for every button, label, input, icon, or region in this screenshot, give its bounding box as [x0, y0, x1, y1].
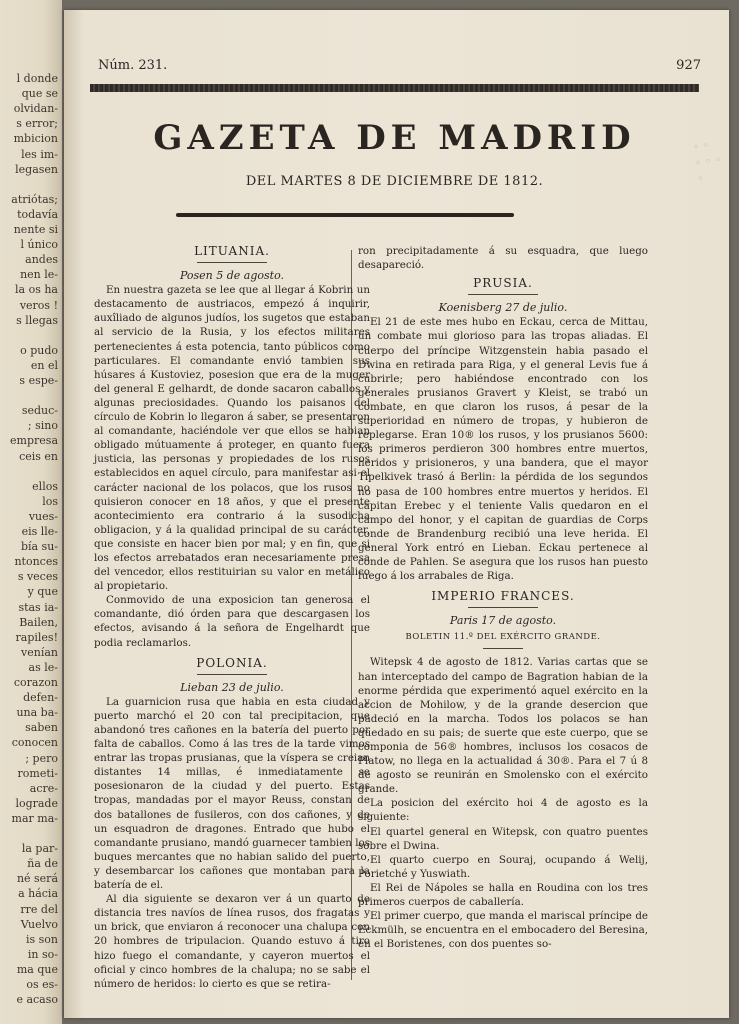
- masthead-rule: [176, 213, 514, 217]
- previous-page-line: rometi-: [17, 766, 58, 780]
- previous-page-line: os es-: [26, 978, 58, 991]
- previous-page-line: saben: [25, 721, 58, 735]
- previous-page-line: mbicion: [13, 132, 58, 146]
- previous-page-line: nente si: [13, 223, 58, 236]
- previous-page-line: l donde: [16, 72, 58, 85]
- section-heading-polonia: POLONIA.: [196, 655, 268, 670]
- previous-page-line: nen le-: [20, 268, 58, 282]
- previous-page-line: rre del: [20, 902, 58, 916]
- article-paragraph: La posicion del exército hoi 4 de agosto es la siguiente:: [358, 797, 648, 824]
- previous-page-line: acre-: [29, 781, 58, 795]
- previous-page-line: a hácia: [18, 887, 58, 901]
- article-paragraph: Conmovido de una exposicion tan generosa el comandante, dió órden para que descargasen los efectos, avisando á la señora de Engelhardt que podia reclamarlos.: [94, 594, 370, 649]
- article-paragraph: El 21 de este mes hubo en Eckau, cerca de Mittau, un combate mui glorioso para las tropas aliadas. El cuerpo del príncipe Witzgenstein habia pasado el Dwina en retirada para Riga, y el general Levis fue á cubrirle; pero habiéndose encontrado con los generales prusianos Gravert y Kleist, se trabó un combate, en que claron los rusos, á pesar de la superioridad en número de tropas, y hubieron de replegarse. Eran 10® los rusos, y los prusianos 5600: los primeros perdieron 300 hombres entre muertos, heridos y prisioneros, y una bandera, que el mayor Tipelkivek trasó á Berlin: la pérdida de los segundos no pasa de 100 hombres entre muertos y heridos. El capitan Erebec y el teniente Valis quedaron en el campo del honor, y el capitan de guardias de Corps conde de Brandenburg recibió una leve herida. El general York entró en Lieban. Eckau pertenece al conde de Pahlen. Se asegura que los rusos han puesto fuego á los arrabales de Riga.: [358, 316, 648, 583]
- previous-page-line: lograde: [15, 796, 58, 810]
- article-paragraph: Al dia siguiente se dexaron ver á un quarto de distancia tres navíos de línea rusos, dos fragatas y un brick, que enviaron á reconocer una chalupa con 20 hombres de tripulacion. Quando estuvo á tiro hizo fuego el comandante, y cayeron muertos el oficial y cinco hombres de la chalupa; no se sabe el número de heridos: lo cierto es que se retira-: [94, 893, 370, 990]
- dateline-paris: Paris 17 de agosto.: [449, 614, 557, 628]
- previous-page-line: los: [42, 494, 58, 508]
- dateline-lieban: Lieban 23 de julio.: [180, 680, 284, 694]
- dateline-posen: Posen 5 de agosto.: [179, 269, 285, 283]
- previous-page-line: Vuelvo: [20, 917, 58, 931]
- previous-page-line: corazon: [13, 676, 58, 689]
- previous-page-line: bía su-: [20, 540, 58, 554]
- previous-page-line: veros !: [19, 298, 58, 312]
- previous-page-line: legasen: [15, 162, 58, 176]
- previous-page-line: la par-: [21, 842, 58, 856]
- previous-page-line: Bailen,: [19, 615, 58, 629]
- bulletin-heading: BOLETIN 11.º DEL EXÉRCITO GRANDE.: [405, 632, 601, 643]
- previous-page-line: seduc-: [21, 404, 58, 418]
- previous-page-line: mar ma-: [11, 811, 58, 825]
- article-paragraph: Witepsk 4 de agosto de 1812. Varias cartas que se han interceptado del campo de Bagration habian de la enorme pérdida que experimentó aquel exército en la accion de Mohilow, y de la grande desercion que padeció en la marcha. Todos los polacos se han quedado en su pais; de suerte que este cuerpo, que se componia de 56® hombres, inclusos los cosacos de Platow, no llega en la actualidad á 30®. Para el 7 ú 8 de agosto se reunirán en Smolensko con el exército grande.: [358, 656, 648, 796]
- previous-page-line: que se: [21, 87, 58, 101]
- library-stamp: ◦ ◦ ◦ ◦ ◦ ◦: [691, 138, 722, 186]
- section-heading-lituania: LITUANIA.: [194, 244, 270, 258]
- previous-page-line: ellos: [32, 479, 58, 493]
- left-column: [94, 244, 370, 991]
- top-ornamental-rule: [90, 84, 699, 92]
- previous-page-line: todavía: [17, 207, 58, 221]
- previous-page-line: una ba-: [16, 706, 58, 720]
- previous-page-line: stas ia-: [18, 600, 58, 614]
- issue-date: DEL MARTES 8 DE DICIEMBRE DE 1812.: [245, 174, 544, 189]
- issue-number: Núm. 231.: [98, 58, 168, 73]
- previous-page-line: ntonces: [14, 555, 58, 569]
- previous-page-line: as le-: [28, 660, 58, 674]
- page-number: 927: [676, 58, 701, 73]
- previous-page-line: is son: [25, 932, 58, 946]
- article-paragraph: El Rei de Nápoles se halla en Roudina con los tres primeros cuerpos de caballería.: [358, 881, 648, 909]
- article-paragraph: El quarto cuerpo en Souraj, ocupando á Welij, Porietché y Yuswiath.: [358, 853, 648, 880]
- previous-page-line: né será: [16, 872, 58, 886]
- previous-page-line: les im-: [21, 147, 58, 161]
- previous-page-line: empresa: [10, 434, 58, 448]
- previous-page-line: o pudo: [20, 343, 58, 357]
- article-paragraph: El quartel general en Witepsk, con quatro puentes sobre el Dwina.: [358, 825, 648, 852]
- article-paragraph: En nuestra gazeta se lee que al llegar á Kobrin un destacamento de austriacos, empezó á inquirir, auxîliado de algunos judíos, los sugetos que estaban al servicio de la Rusia, y los efectos militares pertenecientes á esta potencia, tanto públicos como particulares. El comandante envió tambien sus húsares á Kustoviez, posesion que era de la muger del general E gelhardt, de donde sacaron caballos y algunas preciosidades. Quando los paisanos del círculo de Kobrin lo llegaron á saber, se presentaron al comandante, haciéndole ver que ellos se habian obligado mútuamente á proteger, en quanto fuera justicia, las personas y propiedades de los rusos establecidos en aquel círculo, para manifestar asi el carácter nacional de los polacos, que los rusos no quisieron conocer en 18 años, y que el presente acontecimiento era contrario á la susodicha obligacion, y á la qualidad principal de su carácter, que consiste en hacer bien por mal; y en fin, que si los efectos arrebatados eran necesariamente presa del vencedor, ellos restituirian su valor en metálico al propietario.: [94, 284, 370, 593]
- dateline-koenisberg: Koenisberg 27 de julio.: [438, 301, 568, 315]
- previous-page-line: l único: [20, 238, 58, 252]
- previous-page-line: s veces: [17, 570, 58, 584]
- previous-page-line: olvidan-: [13, 102, 58, 116]
- section-heading-imperio-frances: IMPERIO FRANCES.: [431, 589, 575, 604]
- masthead-title: GAZETA DE MADRID: [153, 118, 636, 158]
- previous-page-line: in so-: [27, 947, 58, 961]
- previous-page-line: e acaso: [16, 993, 58, 1007]
- previous-page-line: ña de: [27, 857, 58, 871]
- previous-page-line: atriótas;: [11, 192, 58, 206]
- previous-page-line: ; pero: [25, 751, 58, 765]
- article-paragraph: La guarnicion rusa que habia en esta ciudad y puerto marchó el 20 con tal precipitacion, que abandonó tres cañones en la batería del puerto por falta de caballos. Como á las tres de la tarde vimos entrar las tropas prusianas, que la víspera se creian distantes 14 millas, é inmediatamente se posesionaron de la ciudad y del puerto. Estas tropas, mandadas por el mayor Reuss, constan de dos batallones de fusileros, con dos cañones, y de un esquadron de dragones. Entrado que hubo el comandante prusiano, mandó guarnecer tambien los buques mercantes que no habian salido del puerto, y desembarcar los cañones que montaban para la batería de el.: [94, 695, 370, 892]
- previous-page-edge: [0, 0, 62, 1024]
- previous-page-line: venían: [21, 645, 58, 659]
- article-paragraph: El primer cuerpo, que manda el mariscal príncipe de Eckmülh, se encuentra en el embocadero del Beresina, en el Boristenes, con dos puentes so-: [358, 910, 648, 951]
- previous-page-line: rapiles!: [15, 630, 58, 644]
- previous-page-line: s error;: [16, 117, 58, 131]
- previous-page-line: s espe-: [19, 374, 58, 387]
- right-column: [358, 244, 648, 951]
- previous-page-line: defen-: [23, 691, 58, 705]
- previous-page-line: la os ha: [15, 283, 58, 297]
- previous-page-line: ceis en: [19, 449, 58, 463]
- previous-page-line: ma que: [16, 962, 58, 976]
- previous-page-line: en el: [30, 358, 58, 372]
- newspaper-page: [64, 10, 729, 1018]
- previous-page-line: conocen: [11, 736, 58, 750]
- section-heading-prusia: PRUSIA.: [473, 276, 533, 291]
- previous-page-line: s llegas: [16, 313, 58, 327]
- previous-page-line: andes: [25, 253, 58, 267]
- previous-page-line: ; sino: [27, 419, 58, 433]
- previous-page-line: eis lle-: [21, 525, 58, 538]
- article-continuation: ron precipitadamente á su esquadra, que luego desapareció.: [358, 245, 648, 272]
- previous-page-line: y que: [27, 585, 58, 599]
- previous-page-line: vues-: [28, 509, 58, 523]
